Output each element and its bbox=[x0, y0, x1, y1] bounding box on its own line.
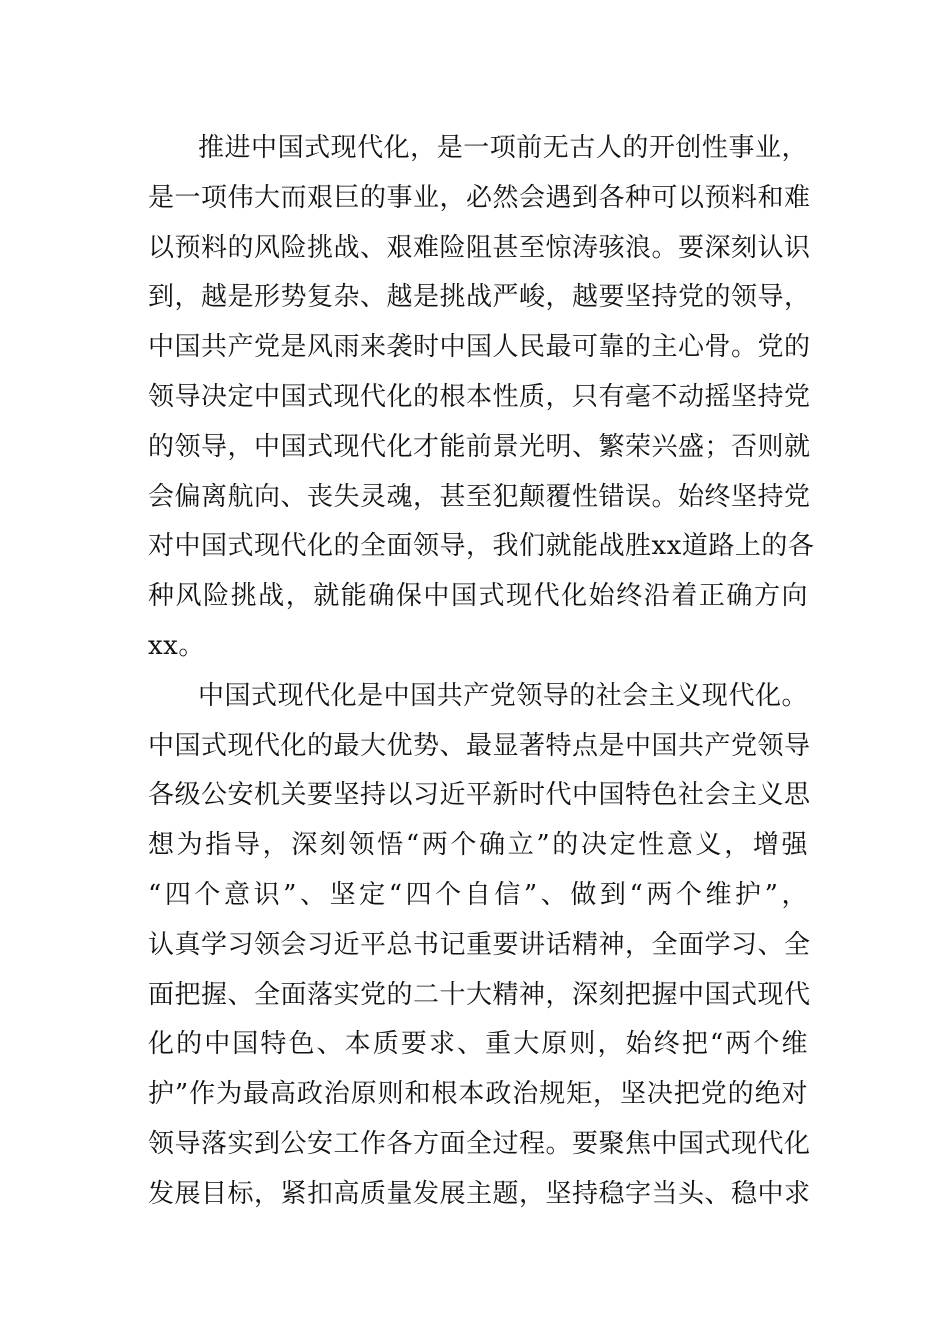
text-line: 到，越是形势复杂、越是挑战严峻，越要坚持党的领导， bbox=[148, 282, 811, 313]
text-line: 会偏离航向、丧失灵魂，甚至犯颠覆性错误。始终坚持党 bbox=[148, 481, 811, 512]
text-line: 对中国式现代化的全面领导，我们就能战胜xx道路上的各 bbox=[148, 531, 815, 562]
text-line: 各级公安机关要坚持以习近平新时代中国特色社会主义思 bbox=[148, 780, 811, 811]
text-line: 中国式现代化的最大优势、最显著特点是中国共产党领导 bbox=[148, 730, 811, 761]
paragraph-2 bbox=[148, 672, 811, 1220]
text-line: 领导落实到公安工作各方面全过程。要聚焦中国式现代化 bbox=[148, 1128, 811, 1159]
text-line: 种风险挑战，就能确保中国式现代化始终沿着正确方向 bbox=[148, 581, 808, 612]
text-line: 发展目标，紧扣高质量发展主题，坚持稳字当头、稳中求 bbox=[148, 1178, 811, 1209]
text-line: xx。 bbox=[148, 630, 205, 661]
text-line: 是一项伟大而艰巨的事业，必然会遇到各种可以预料和难 bbox=[148, 182, 811, 213]
text-line: “四个意识”、坚定“四个自信”、做到“两个维护”， bbox=[148, 879, 808, 910]
text-line: 想为指导，深刻领悟“两个确立”的决定性意义，增强 bbox=[148, 830, 808, 861]
text-line: 认真学习领会习近平总书记重要讲话精神，全面学习、全 bbox=[148, 929, 811, 960]
text-line: 护”作为最高政治原则和根本政治规矩，坚决把党的绝对 bbox=[148, 1079, 808, 1110]
text-line: 的领导，中国式现代化才能前景光明、繁荣兴盛；否则就 bbox=[148, 431, 811, 462]
text-line: 领导决定中国式现代化的根本性质，只有毫不动摇坚持党 bbox=[148, 381, 811, 412]
text-line: 中国式现代化是中国共产党领导的社会主义现代化。 bbox=[198, 680, 808, 711]
document-body bbox=[148, 124, 815, 1220]
paragraph-1 bbox=[148, 124, 815, 672]
text-line: 面把握、全面落实党的二十大精神，深刻把握中国式现代 bbox=[148, 979, 811, 1010]
text-line: 推进中国式现代化，是一项前无古人的开创性事业， bbox=[198, 133, 808, 163]
text-line: 化的中国特色、本质要求、重大原则，始终把“两个维 bbox=[148, 1029, 808, 1060]
text-line: 中国共产党是风雨来袭时中国人民最可靠的主心骨。党的 bbox=[148, 332, 811, 363]
text-line: 以预料的风险挑战、艰难险阻甚至惊涛骇浪。要深刻认识 bbox=[148, 232, 811, 263]
